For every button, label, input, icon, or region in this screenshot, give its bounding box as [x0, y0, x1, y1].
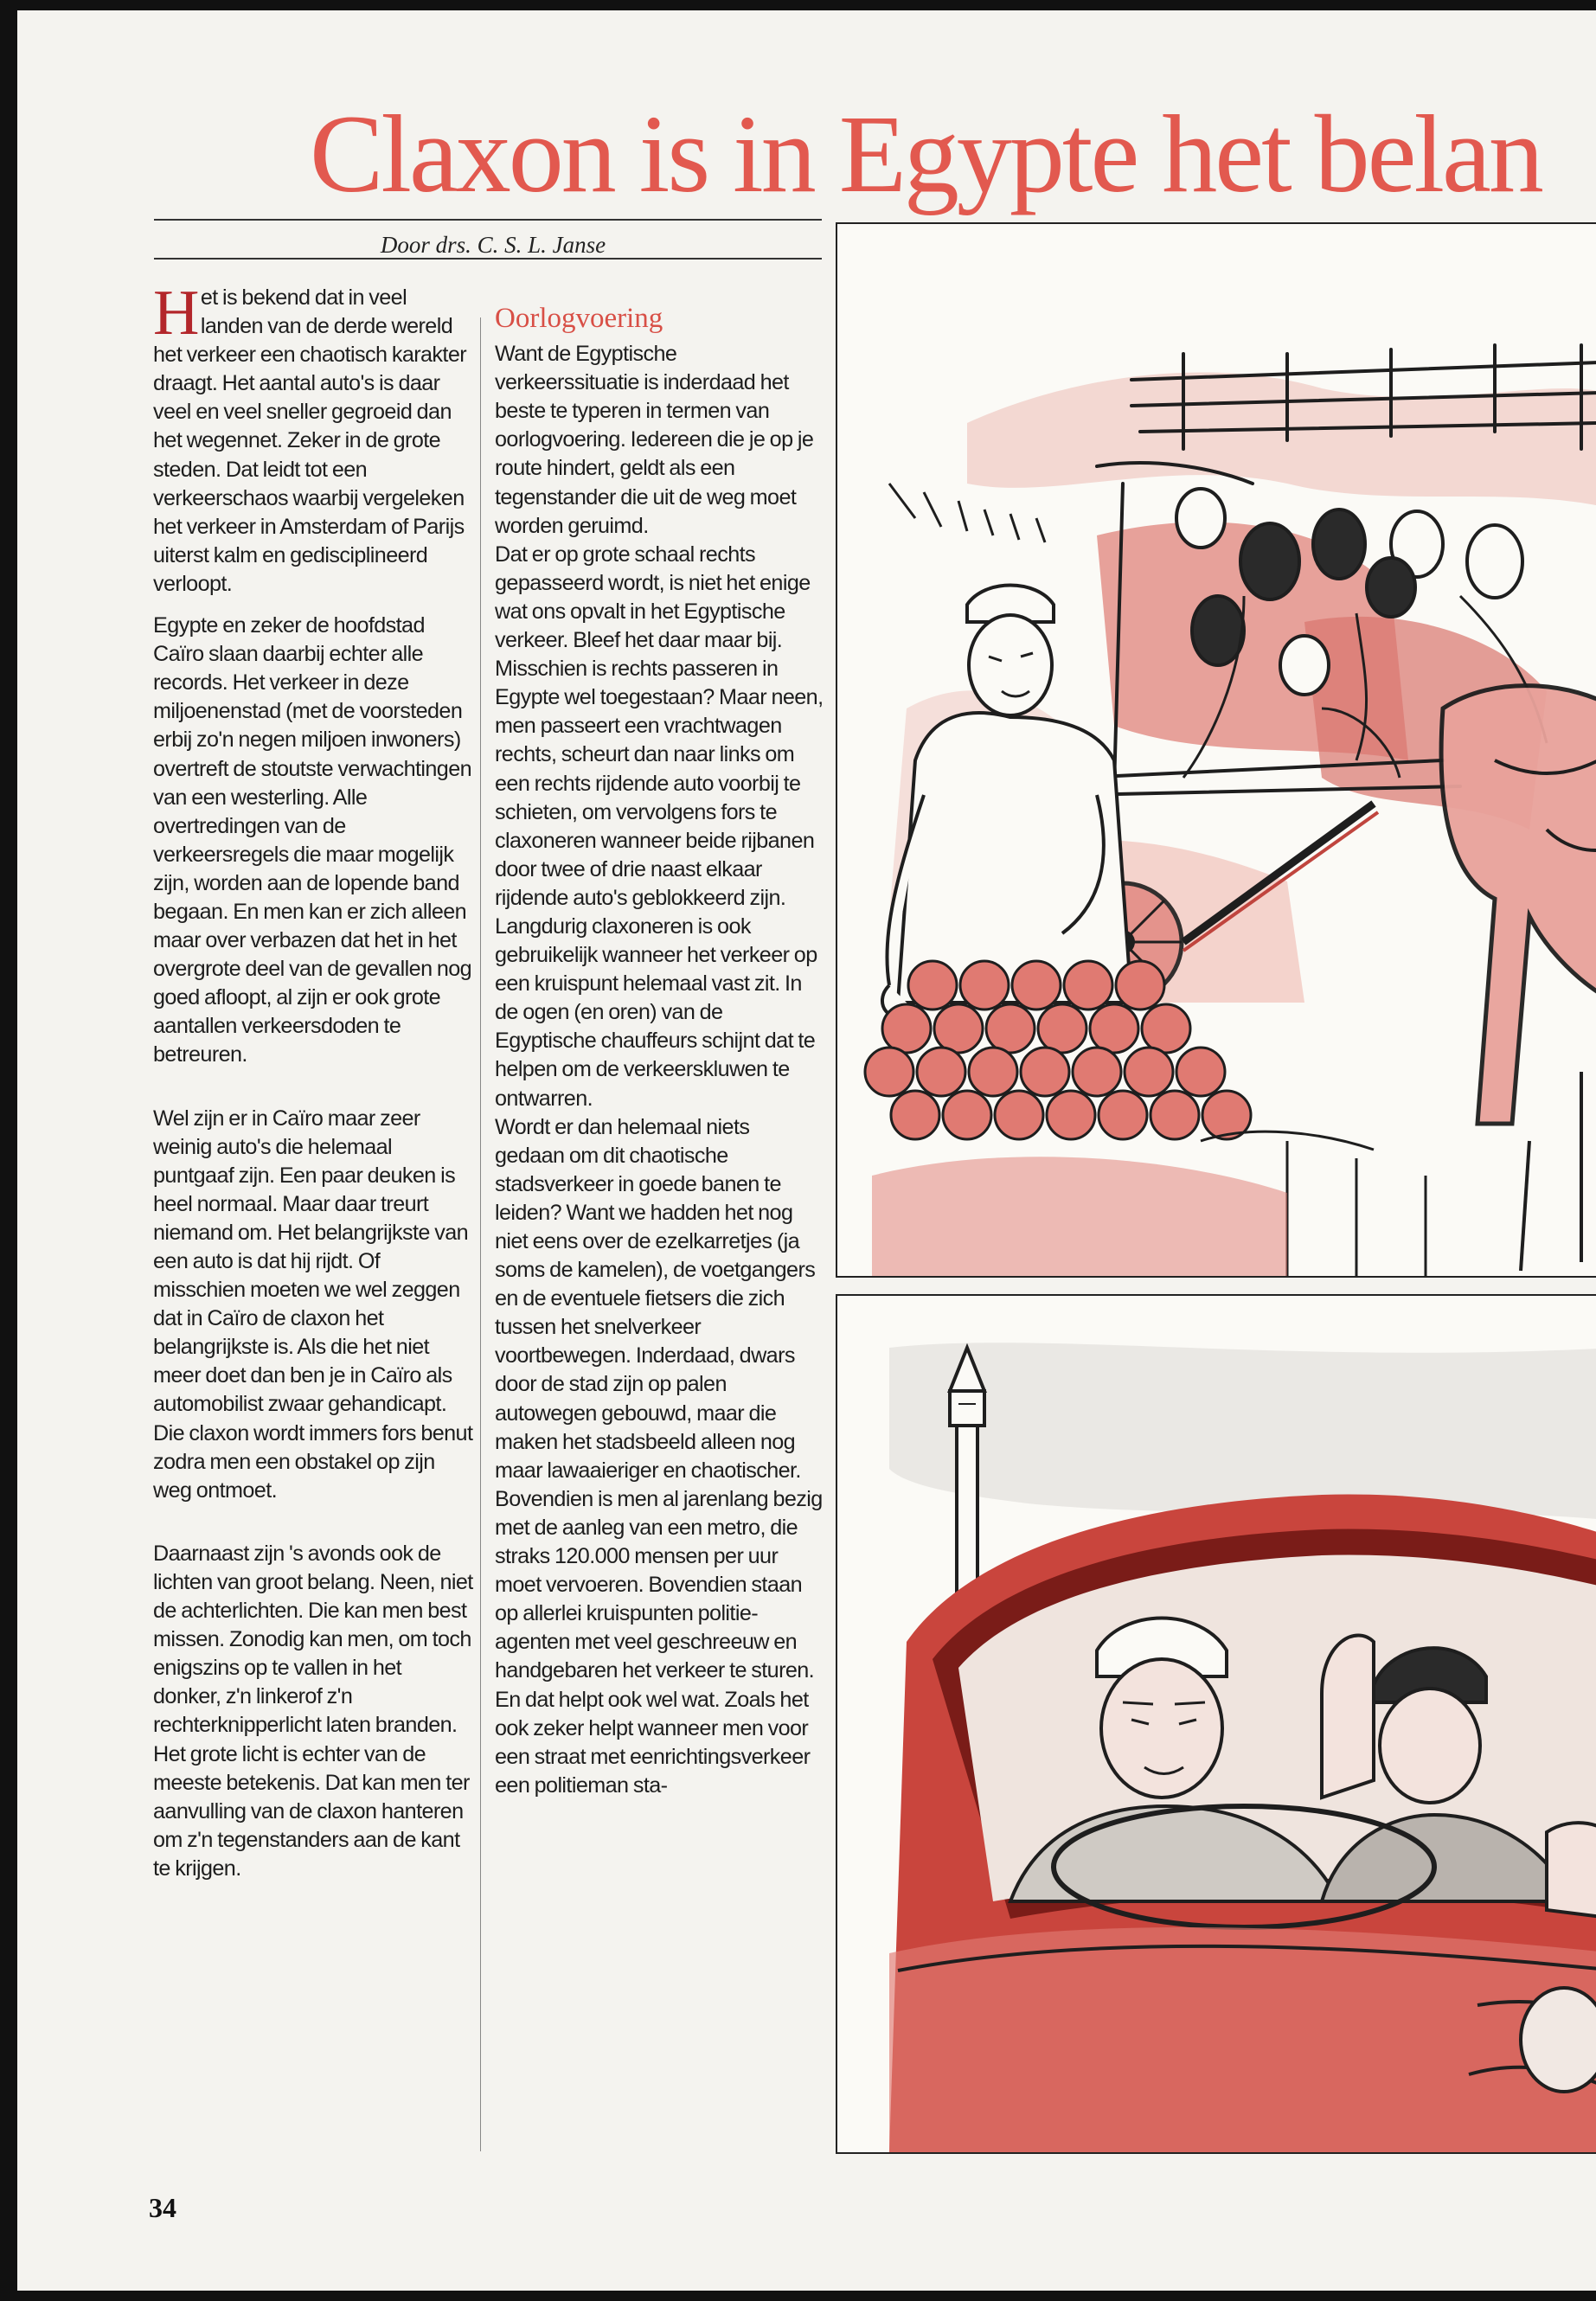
byline-rule-top: [154, 219, 822, 221]
middle-paragraph-2: Dat er op grote schaal rechts gepasseerd wordt, is niet het enige wat ons opvalt in het Egyptische verkeer. Bleef het daar maar bij. Misschien is rechts passeren in Egypte wel toegestaan? Maar neen, men passeert een vrachtwagen rechts, scheurt dan naar links om een rechts rijdende auto voorbij te schieten, om vervolgens fors te claxoneren wanneer beide rijbanen door twee of drie naast elkaar rijdende auto's geblokkeerd zijn.: [495, 542, 824, 910]
page-number: 34: [149, 2192, 176, 2223]
left-paragraph-4: Daarnaast zijn 's avonds ook de lichten van groot belang. Neen, niet de achterlichten. Die kan men best missen. Zonodig kan men, om toch enigszins op te vallen in het donker, z'n linkerof z'n rechterknipperlicht laten branden. Het grote licht is echter van de meeste betekenis. Dat kan men ter aanvulling van de claxon hanteren om z'n tegenstanders aan de kant te krijgen.: [153, 1541, 473, 1881]
byline-rule-bottom: [154, 258, 822, 260]
left-paragraph-1: Het is bekend dat in veel landen van de derde wereld het verkeer een chaotisch karakter draagt. Het aantal auto's is daar veel en veel sneller gegroeid dan het wegennet. Zeker in de grote steden. Dat leidt tot een verkeerschaos waarbij vergeleken het verkeer in Amsterdam of Parijs uiterst kalm en gedisciplineerd verloopt.: [153, 278, 467, 596]
section-heading: Oorlogvoering: [495, 303, 663, 334]
car-driver-illustration: [836, 1294, 1596, 2154]
magazine-page: [17, 10, 1596, 2291]
middle-column: [495, 304, 824, 1800]
middle-paragraph-4: Wordt er dan helemaal niets gedaan om dit chaotische stadsverkeer in goede banen te leiden? Want we hadden het nog niet eens over de ezelkarretjes (ja soms de kamelen), de voetgangers en de eventuele fietsers die zich tussen het snelverkeer voortbewegen. Inderdaad, dwars door de stad zijn op palen autowegen gebouwd, maar die maken het stadsbeeld alleen nog maar lawaaieriger en chaotischer. Bovendien is men al jarenlang bezig met de aanleg van een metro, die straks 120.000 mensen per uur moet vervoeren. Bovendien staan op allerlei kruispunten politie-agenten met veel geschreeuw en handgebaren het verkeer te sturen. En dat helpt ook wel wat. Zoals het ook zeker helpt wanneer men voor een straat met eenrichtingsverkeer een politieman sta-: [495, 1114, 823, 1798]
column-divider: [480, 317, 481, 2151]
headline: Claxon is in Egypte het belan: [310, 93, 1542, 215]
byline: Door drs. C. S. L. Janse: [380, 232, 606, 258]
left-paragraph-3: Wel zijn er in Caïro maar zeer weinig auto's die helemaal puntgaaf zijn. Een paar deuken is heel normaal. Maar daar treurt niemand om. Het belangrijkste van een auto is dat hij rijdt. Of misschien moeten we wel zeggen dat in Caïro de claxon het belangrijkste is. Als die het niet meer doet dan ben je in Caïro als automobilist zwaar gehandicapt. Die claxon wordt immers fors benut zodra men een obstakel op zijn weg ontmoet.: [153, 1106, 473, 1503]
left-column: [153, 278, 473, 1896]
middle-paragraph-3: Langdurig claxoneren is ook gebruikelijk wanneer het verkeer op een kruispunt helemaal vast zit. In de ogen (en oren) van de Egyptische chauffeurs schijnt dat te helpen om de verkeerskluwen te ontwarren.: [495, 913, 817, 1111]
market-street-illustration: [836, 222, 1596, 1278]
dropcap: H: [153, 278, 199, 349]
middle-paragraph-1: Want de Egyptische verkeerssituatie is inderdaad het beste te typeren in termen van oorlogvoering. Iedereen die je op je route hindert, geldt als een tegenstander die uit de weg moet worden geruimd.: [495, 342, 814, 538]
left-paragraph-2: Egypte en zeker de hoofdstad Caïro slaan daarbij echter alle records. Het verkeer in deze miljoenenstad (met de voorsteden erbij zo'n negen miljoen inwoners) overtreft de stoutste verwachtingen van een westerling. Alle overtredingen van de verkeersregels die maar mogelijk zijn, worden aan de lopende band begaan. En men kan er zich alleen maar over verbazen dat het in het overgrote deel van de gevallen nog goed afloopt, al zijn er ook grote aantallen verkeersdoden te betreuren.: [153, 613, 472, 1067]
